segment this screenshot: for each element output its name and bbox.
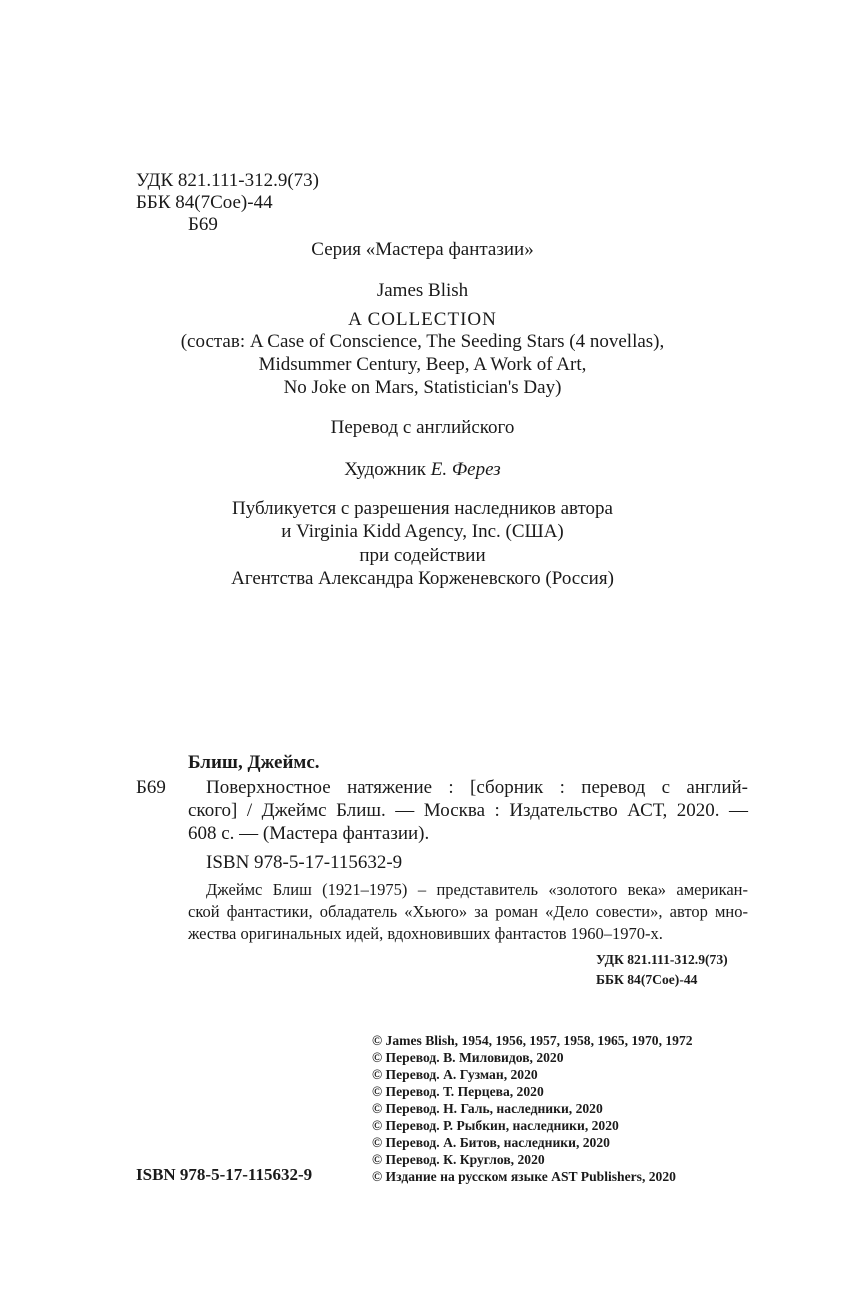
copyright-5: © Перевод. Н. Галь, наследники, 2020 [372, 1101, 603, 1116]
artist-label: Художник [344, 459, 427, 480]
copyright-4: © Перевод. Т. Перцева, 2020 [372, 1084, 544, 1099]
contents-line-1: (состав: A Case of Conscience, The Seeding Stars (4 novellas), [180, 331, 665, 352]
catalog-line-3: 608 с. — (Мастера фантазии). [188, 823, 430, 844]
annotation-line-3: жества оригинальных идей, вдохновивших фантастов 1960–1970-х. [188, 924, 663, 943]
copyright-8: © Перевод. К. Круглов, 2020 [372, 1152, 545, 1167]
artist-line [0, 459, 845, 481]
original-author: James Blish [376, 280, 469, 301]
catalog-mark: Б69 [136, 777, 166, 798]
catalog-isbn: ISBN 978-5-17-115632-9 [206, 852, 403, 873]
rights-line-1: Публикуется с разрешения наследников автора [232, 498, 613, 519]
copyright-3: © Перевод. А. Гузман, 2020 [372, 1067, 538, 1082]
original-title: A COLLECTION [348, 309, 497, 330]
copyright-9: © Издание на русском языке AST Publishers, 2020 [372, 1169, 676, 1184]
author-mark: Б69 [188, 214, 218, 235]
annotation-line-1: Джеймс Блиш (1921–1975) – представитель «золотого века» американ- [206, 880, 748, 899]
catalog-line-1: Поверхностное натяжение : [сборник : перевод с англий- [206, 777, 748, 798]
copyright-6: © Перевод. Р. Рыбкин, наследники, 2020 [372, 1118, 619, 1133]
contents-line-2: Midsummer Century, Beep, A Work of Art, [258, 354, 587, 375]
annotation-line-2: ской фантастики, обладатель «Хьюго» за роман «Дело совести», автор мно- [188, 902, 748, 921]
bottom-isbn: ISBN 978-5-17-115632-9 [136, 1165, 313, 1184]
udk-code: УДК 821.111-312.9(73) [136, 170, 319, 191]
copyright-1: © James Blish, 1954, 1956, 1957, 1958, 1965, 1970, 1972 [372, 1033, 693, 1048]
catalog-bbk: ББК 84(7Сое)-44 [596, 972, 698, 987]
rights-line-2: и Virginia Kidd Agency, Inc. (США) [281, 521, 564, 542]
artist-name: Е. Ферез [430, 459, 501, 480]
rights-line-3: при содействии [359, 545, 486, 566]
copyright-2: © Перевод. В. Миловидов, 2020 [372, 1050, 564, 1065]
catalog-line-2: ского] / Джеймс Блиш. — Москва : Издательство АСТ, 2020. — [188, 800, 748, 821]
rights-line-4: Агентства Александра Корженевского (Россия) [231, 568, 614, 589]
series-line: Серия «Мастера фантазии» [311, 239, 534, 260]
contents-line-3: No Joke on Mars, Statistician's Day) [283, 377, 562, 398]
copyright-7: © Перевод. А. Битов, наследники, 2020 [372, 1135, 610, 1150]
catalog-udk: УДК 821.111-312.9(73) [596, 952, 728, 967]
catalog-heading: Блиш, Джеймс. [188, 752, 320, 773]
bbk-code: ББК 84(7Сое)-44 [136, 192, 273, 213]
translation-note: Перевод с английского [330, 417, 515, 438]
